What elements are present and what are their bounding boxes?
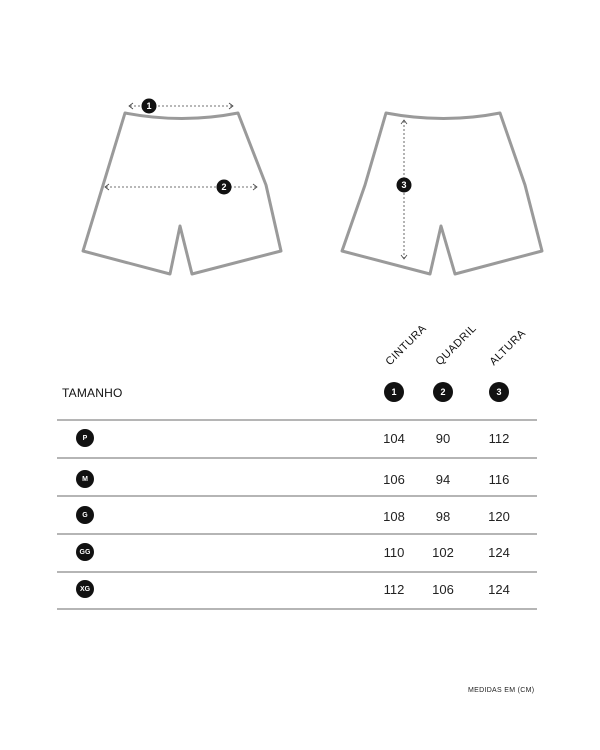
- cell-altura: 124: [488, 582, 510, 597]
- cell-cintura: 112: [383, 582, 405, 597]
- size-badge: M: [76, 470, 94, 488]
- size-badge: P: [76, 429, 94, 447]
- cell-quadril: 102: [432, 545, 454, 560]
- cell-cintura: 110: [383, 545, 405, 560]
- size-badge: XG: [76, 580, 94, 598]
- marker-2-label: 2: [221, 182, 227, 192]
- size-badge: G: [76, 506, 94, 524]
- marker-2-badge: [217, 180, 232, 195]
- size-column-heading: TAMANHO: [62, 386, 123, 400]
- cell-quadril: 94: [435, 472, 451, 487]
- cell-quadril: 90: [435, 431, 451, 446]
- table-divider: [57, 571, 537, 573]
- units-footnote: MEDIDAS EM (CM): [468, 687, 535, 694]
- cell-altura: 124: [488, 545, 510, 560]
- shorts-front-outline: [83, 113, 281, 274]
- cell-altura: 116: [488, 472, 510, 487]
- table-divider: [57, 419, 537, 421]
- cell-quadril: 106: [432, 582, 454, 597]
- cell-cintura: 104: [383, 431, 405, 446]
- column-badge-2: 2: [433, 382, 453, 402]
- shorts-back-outline: [342, 113, 542, 274]
- size-badge: GG: [76, 543, 94, 561]
- cell-altura: 112: [488, 431, 510, 446]
- cell-cintura: 108: [383, 509, 405, 524]
- column-heading-quadril: QUADRIL: [433, 322, 480, 368]
- column-badge-1: 1: [384, 382, 404, 402]
- column-heading-cintura: CINTURA: [383, 322, 430, 368]
- table-divider: [57, 457, 537, 459]
- table-divider: [57, 495, 537, 497]
- column-badge-3: 3: [489, 382, 509, 402]
- marker-3-label: 3: [401, 180, 407, 190]
- column-heading-altura: ALTURA: [487, 327, 529, 368]
- marker-1-badge: [142, 99, 157, 114]
- table-divider: [57, 533, 537, 535]
- cell-quadril: 98: [435, 509, 451, 524]
- marker-3-badge: [397, 178, 412, 193]
- marker-1-label: 1: [146, 101, 152, 111]
- hip-measure-line: [105, 184, 257, 190]
- cell-cintura: 106: [383, 472, 405, 487]
- shorts-measurement-diagram: [0, 0, 600, 300]
- table-divider: [57, 608, 537, 610]
- cell-altura: 120: [488, 509, 510, 524]
